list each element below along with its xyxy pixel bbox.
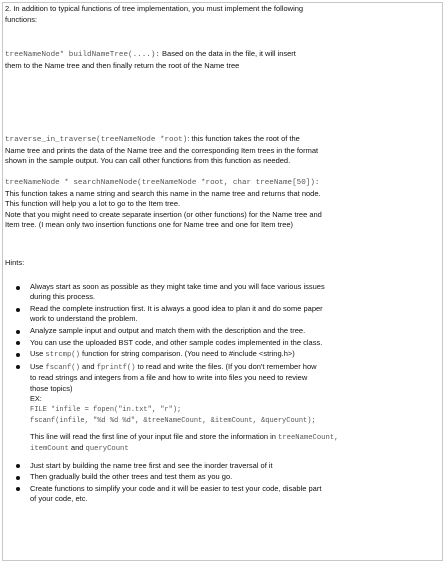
hint-item: Create functions to simplify your code and it will be easier to test your code, disable part of your code, etc. <box>14 484 438 505</box>
search-desc-2: This function takes a name string and search this name in the name tree and returns that node. <box>5 188 321 198</box>
strcmp-code: strcmp() <box>45 351 80 360</box>
intro-paragraph <box>5 4 442 25</box>
hint-item: Always start as soon as possible as they might take time and you will face various issues during this process. <box>14 282 438 303</box>
search-function-paragraph <box>5 178 442 231</box>
intro-line-2: functions: <box>5 14 38 24</box>
hint-item: You can use the uploaded BST code, and other sample codes implemented in the class. <box>14 338 438 348</box>
hint-item: Just start by building the name tree first and see the inorder traversal of it <box>14 461 438 471</box>
traverse-desc-3: shown in the sample output. You can call other functions from this function as needed. <box>5 156 291 165</box>
traverse-function-signature: traverse_in_traverse(treeNameNode *root) <box>5 136 188 144</box>
search-desc-4: Note that you might need to create separate insertion (or other functions) for the Name tree and <box>5 209 322 219</box>
hint-item: Use strcmp() function for string comparison. (You need to #include <string.h>) <box>14 349 438 360</box>
fprintf-code: fprintf() <box>96 363 136 372</box>
hint-item: Read the complete instruction first. It is always a good idea to plan it and do some paper work to understand the problem. <box>14 304 438 325</box>
build-function-desc-2: them to the Name tree and then finally return the root of the Name tree <box>5 60 240 70</box>
example-note: This line will read the first line of your input file and store the information in <box>30 431 279 441</box>
example-code-2: fscanf(infile, "%d %d %d", &treeNameCount, &itemCount, &queryCount); <box>30 417 316 426</box>
fscanf-code: fscanf() <box>45 363 80 372</box>
traverse-function-desc: : this function takes the root of the <box>187 134 300 143</box>
example-label: EX: <box>30 394 42 403</box>
search-desc-5: Item tree. (I mean only two insertion functions one for Name tree and one for Item tree) <box>5 220 294 229</box>
traverse-desc-2: Name tree and prints the data of the Name tree and the corresponding Item trees in the format <box>5 145 319 155</box>
hint-item: Use fscanf() and fprintf() to read and write the files. (If you don't remember how to read strings and integers from a file and how to write into files you need to review those topics) EX: FILE *infile = fopen("in.txt", "r"); fscanf(infile, "%d %d %d", &treeNameCount, &itemCount, &queryCount); This line will read the first line of your input file and store the information in treeNameCount, itemCount and queryCount <box>14 362 438 460</box>
hints-heading: Hints: <box>5 258 25 267</box>
hint-item: Analyze sample input and output and match them with the description and the tree. <box>14 326 438 336</box>
hints-list <box>14 282 438 506</box>
hint-item: Then gradually build the other trees and test them as you go. <box>14 472 438 482</box>
search-desc-3: This function will help you a lot to go to the Item tree. <box>5 199 181 208</box>
example-code-1: FILE *infile = fopen("in.txt", "r"); <box>30 405 182 414</box>
build-function-paragraph <box>5 49 442 71</box>
traverse-function-paragraph <box>5 134 442 167</box>
build-function-desc: Based on the data in the file, it will insert <box>159 49 296 58</box>
intro-line-1: 2. In addition to typical functions of tree implementation, you must implement the following <box>5 4 304 13</box>
search-function-signature: treeNameNode * searchNameNode(treeNameNode *root, char treeName[50]): <box>5 179 320 187</box>
build-function-signature: treeNameNode* buildNameTree(....): <box>5 51 160 59</box>
